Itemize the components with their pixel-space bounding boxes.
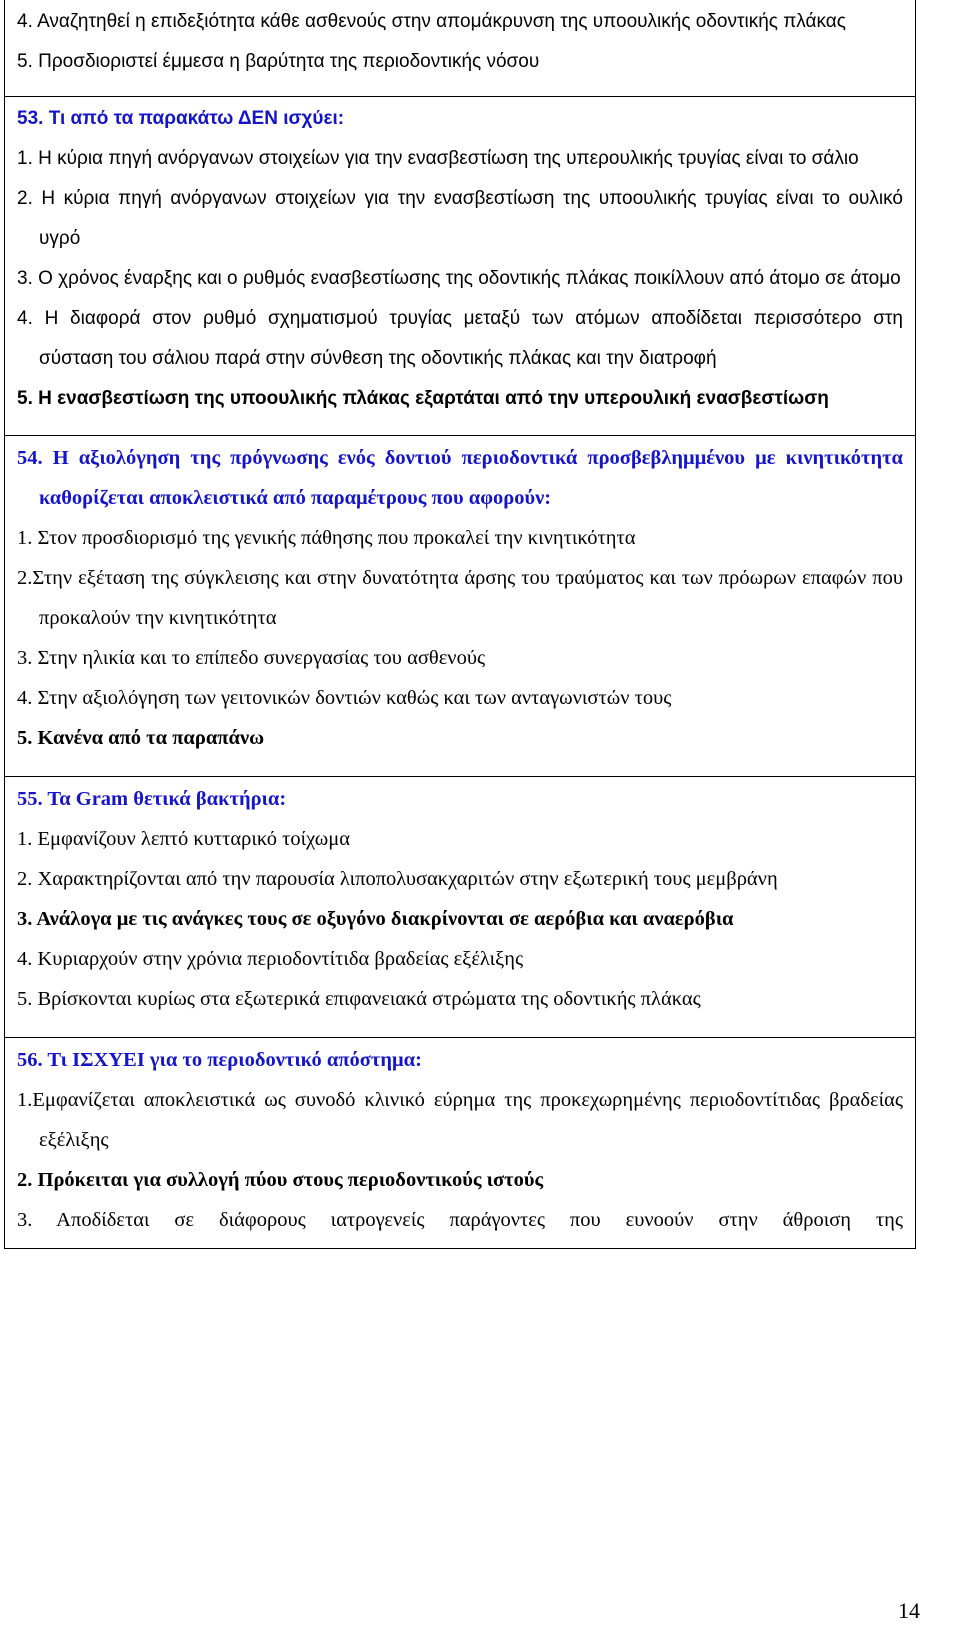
option-55-4: 4. Κυριαρχούν στην χρόνια περιοδοντίτιδα βραδείας εξέλιξης (17, 948, 524, 970)
question-55-title: 55. Τα Gram θετικά βακτήρια: (17, 788, 287, 810)
option-56-1: 1.Εμφανίζεται αποκλειστικά ως συνοδό κλινικό εύρημα της προκεχωρημένης περιοδοντίτιδας βραδείας εξέλιξης (17, 1089, 903, 1151)
option-55-3: 3. Ανάλογα με τις ανάγκες τους σε οξυγόνο διακρίνονται σε αερόβια και αναερόβια (17, 908, 734, 930)
option-53-1: 1. Η κύρια πηγή ανόργανων στοιχείων για την ενασβεστίωση της υπερουλικής τρυγίας είναι το σάλιο (17, 148, 859, 169)
option-56-3: 3. Αποδίδεται σε διάφορους ιατρογενείς παράγοντες που ευνοούν στην άθροιση της (17, 1209, 903, 1231)
page-number: 14 (898, 1598, 920, 1623)
option-54-4: 4. Στην αξιολόγηση των γειτονικών δοντιών καθώς και των ανταγωνιστών τους (17, 687, 672, 709)
option-53-3: 3. Ο χρόνος έναρξης και ο ρυθμός ενασβεστίωσης της οδοντικής πλάκας ποικίλλουν από άτομο σε άτομο (17, 268, 901, 289)
option-54-5: 5. Κανένα από τα παραπάνω (17, 727, 265, 749)
question-54-title: 54. Η αξιολόγηση της πρόγνωσης ενός δοντιού περιοδοντικά προσβεβλημμένου με κινητικότητα καθορίζεται αποκλειστικά από παραμέτρους που αφορούν: (17, 447, 903, 509)
option-53-4: 4. Η διαφορά στον ρυθμό σχηματισμού τρυγίας μεταξύ των ατόμων αποδίδεται περισσότερο στη σύσταση του σάλιου παρά στην σύνθεση της οδοντικής πλάκας και την διατροφή (17, 308, 903, 369)
option-56-2: 2. Πρόκειται για συλλογή πύου στους περιοδοντικούς ιστούς (17, 1169, 544, 1191)
option-54-3: 3. Στην ηλικία και το επίπεδο συνεργασίας του ασθενούς (17, 647, 486, 669)
option-54-2: 2.Στην εξέταση της σύγκλεισης και στην δυνατότητα άρσης του τραύματος και των πρόωρων επαφών που προκαλούν την κινητικότητα (17, 567, 903, 629)
question-53 (4, 97, 916, 436)
question-56-title: 56. Τι ΙΣΧΥΕΙ για το περιοδοντικό απόστημα: (17, 1049, 422, 1071)
question-53-title: 53. Τι από τα παρακάτω ΔΕΝ ισχύει: (17, 108, 345, 129)
question-54 (4, 436, 916, 777)
option-53-2: 2. Η κύρια πηγή ανόργανων στοιχείων για την ενασβεστίωση της υποουλικής τρυγίας είναι το ουλικό υγρό (17, 188, 903, 249)
option-55-1: 1. Εμφανίζουν λεπτό κυτταρικό τοίχωμα (17, 828, 350, 850)
document-page (4, 0, 916, 1249)
question-56 (4, 1038, 916, 1249)
question-55 (4, 777, 916, 1038)
option-55-2: 2. Χαρακτηρίζονται από την παρουσία λιποπολυσακχαριτών στην εξωτερική τους μεμβράνη (17, 868, 778, 890)
question-52-fragment (4, 0, 916, 97)
option-52-5: 5. Προσδιοριστεί έμμεσα η βαρύτητα της περιοδοντικής νόσου (17, 51, 540, 72)
option-55-5: 5. Βρίσκονται κυρίως στα εξωτερικά επιφανειακά στρώματα της οδοντικής πλάκας (17, 988, 701, 1010)
option-54-1: 1. Στον προσδιορισμό της γενικής πάθησης που προκαλεί την κινητικότητα (17, 527, 636, 549)
option-52-4: 4. Αναζητηθεί η επιδεξιότητα κάθε ασθενούς στην απομάκρυνση της υποουλικής οδοντικής πλάκας (17, 11, 846, 32)
option-53-5: 5. Η ενασβεστίωση της υποουλικής πλάκας εξαρτάται από την υπερουλική ενασβεστίωση (17, 388, 829, 409)
